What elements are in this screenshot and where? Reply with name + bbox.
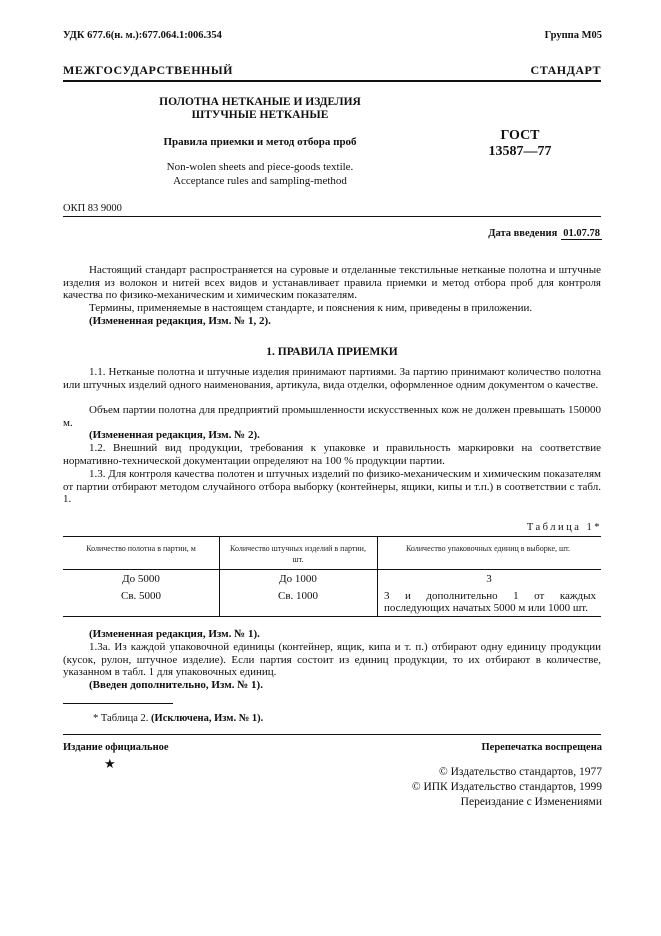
clause-1-3a-note: (Введен дополнительно, Изм. № 1). [89,679,263,691]
gost-number: 13587—77 [488,144,552,159]
footer-rule [63,734,601,735]
gost-designation [470,128,570,160]
reissue-note: Переиздание с Изменениями [460,796,602,808]
table-caption: Таблица 1* [526,522,602,533]
gost-label: ГОСТ [500,128,540,143]
english-title-line-1: Non-wolen sheets and piece-goods textile. [166,161,354,173]
document-subtitle: Правила приемки и метод отбора проб [163,136,357,148]
footnote-prefix: * Таблица 2. [93,713,149,724]
group-code: Группа М05 [544,30,602,41]
english-title [140,160,380,188]
table-cell: 3 [486,573,492,585]
introduction-date [488,227,602,240]
table-cell: Св. 1000 [277,590,319,602]
intro-paragraph-2: Термины, применяемые в настоящем стандарте, и пояснения к ним, приведены в приложении. [89,302,533,314]
introduction-date-value: 01.07.78 [563,228,600,239]
udk-code: УДК 677.6(н. м.):677.064.1:006.354 [63,30,222,41]
clause-1-1-volume: Объем партии полотна для предприятий промышленности искусственных кож не должен превышать 150000 м. [63,404,601,429]
table-header-fabric: Количество полотна в партии, м [86,544,196,553]
okp-code: ОКП 83 9000 [63,203,122,214]
official-edition: Издание официальное [63,742,169,753]
footnote-rule [63,703,173,704]
star-icon: ★ [104,756,116,771]
intro-paragraph-1: Настоящий стандарт распространяется на суровые и отделанные текстильные нетканые полотна и штучные изделия из волокон и нитей всех видов и устанавливает правила приемки и метод отбора проб для контроля качества по физико-механическим и химическим показателям. [63,264,601,301]
table-bottom-rule [63,616,601,617]
header-rule [63,80,601,82]
section-heading: 1. ПРАВИЛА ПРИЕМКИ [266,346,398,358]
clause-1-3: 1.3. Для контроля качества полотен и штучных изделий по физико-механическим и химическим показателям от партии отбирают методом случайного отбора выборку (контейнеры, ящики, кипы и т.п.) в соответствии с табл. 1. [63,468,601,505]
footnote [93,712,263,725]
table-cell: 3 и дополнительно 1 от каждых последующих начатых 5000 м или 1000 шт. [384,590,596,614]
table-cell: До 5000 [122,573,160,585]
table-edit-note: (Измененная редакция, Изм. № 1). [89,628,260,640]
copyright-1999: © ИПК Издательство стандартов, 1999 [411,781,602,793]
table-cell: До 1000 [279,573,317,585]
clause-1-1-edit-note: (Измененная редакция, Изм. № 2). [89,429,260,441]
intro-edit-note: (Измененная редакция, Изм. № 1, 2). [89,315,271,327]
clause-1-2: 1.2. Внешний вид продукции, требования к упаковке и правильность маркировки на соответствие нормативно-технической документации определяют на 100 % продукции партии. [63,442,601,467]
introduction-date-label: Дата введения [488,228,558,239]
clause-1-1: 1.1. Нетканые полотна и штучные изделия принимают партиями. За партию принимают количество полотна или штучных изделий одного наименования, артикула, вида отделки, оформленное одним документом о качестве. [63,366,601,391]
copyright-1977: © Издательство стандартов, 1977 [438,766,602,778]
title-rule [63,216,601,217]
table-cell: Св. 5000 [120,590,162,602]
document-title [140,96,380,122]
standard-banner: МЕЖГОСУДАРСТВЕННЫЙ СТАНДАРТ [63,63,601,77]
table-header-items: Количество штучных изделий в партии, шт. [230,544,366,564]
table-header-rule [63,569,601,570]
footnote-text: (Исключена, Изм. № 1). [151,713,264,724]
title-line-1: ПОЛОТНА НЕТКАНЫЕ И ИЗДЕЛИЯ [159,96,361,108]
table-header-packages: Количество упаковочных единиц в выборке, шт. [405,544,571,553]
reprint-forbidden: Перепечатка воспрещена [481,742,602,753]
table-top-rule [63,536,601,537]
english-title-line-2: Acceptance rules and sampling-method [173,175,347,187]
clause-1-3a: 1.3а. Из каждой упаковочной единицы (контейнер, ящик, кипа и т. п.) отбирают одну единицу продукции (кусок, рулон, штучное изделие). Если партия состоит из единиц продукции, то их отбирают в количестве, указанном в табл. 1 для упаковочных единиц. [63,641,601,678]
title-line-2: ШТУЧНЫЕ НЕТКАНЫЕ [191,109,329,121]
